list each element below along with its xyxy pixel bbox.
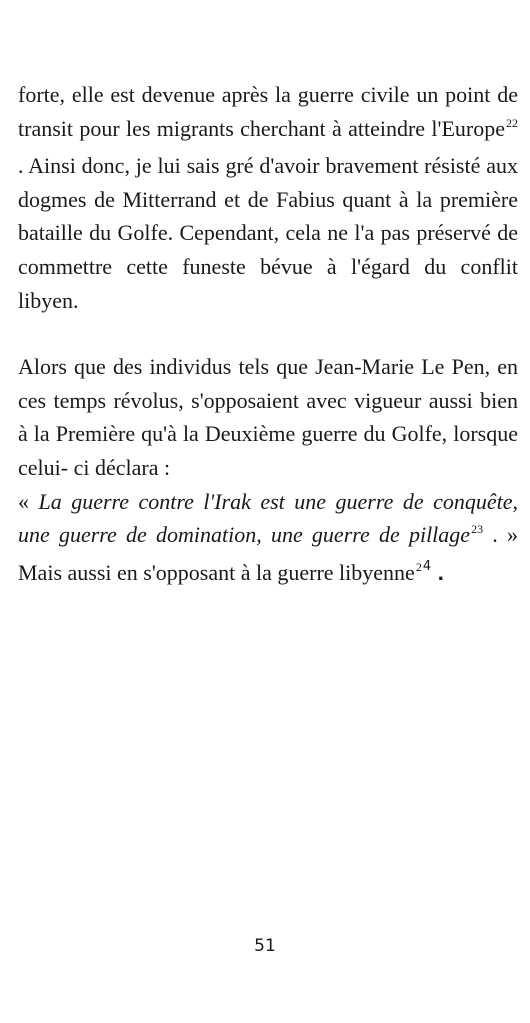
footnote-ref-24-digit-2[interactable]: 4 <box>422 558 432 574</box>
quote-text: La guerre contre l'Irak est une guerre de conquête, une guerre de domination, une guerre de pillage <box>18 488 518 548</box>
footnote-ref-23[interactable]: 23 <box>471 522 484 537</box>
sentence-end: . <box>431 563 445 585</box>
footnote-ref-22[interactable]: 22 <box>506 115 518 130</box>
quote-open: « <box>18 488 39 514</box>
paragraph-le-pen-quote <box>18 350 518 593</box>
paragraph-text: forte, elle est devenue après la guerre civile un point de transit pour les migrants cherchant à atteindre l'Europe <box>18 82 518 141</box>
paragraph-libya-transit <box>18 78 518 317</box>
page-body <box>18 78 518 593</box>
paragraph-text: . » Mais aussi en s'opposant à la guerre libyenne <box>18 522 519 585</box>
paragraph-text: Alors que des individus tels que Jean-Marie Le Pen, en ces temps révolus, s'opposaient avec vigueur aussi bien à la Première qu'à la Deuxième guerre du Golfe, lorsque celui- ci déclara : <box>18 354 518 480</box>
page-number: 51 <box>254 936 276 956</box>
footnote-ref-24-digit-1[interactable]: 2 <box>415 559 422 574</box>
paragraph-text: . Ainsi donc, je lui sais gré d'avoir bravement résisté aux dogmes de Mitterrand et de Fabius quant à la première bataille du Golfe. Cependant, cela ne l'a pas préservé de commettre cette funeste bévue à l'égard du conflit libyen. <box>18 153 518 313</box>
